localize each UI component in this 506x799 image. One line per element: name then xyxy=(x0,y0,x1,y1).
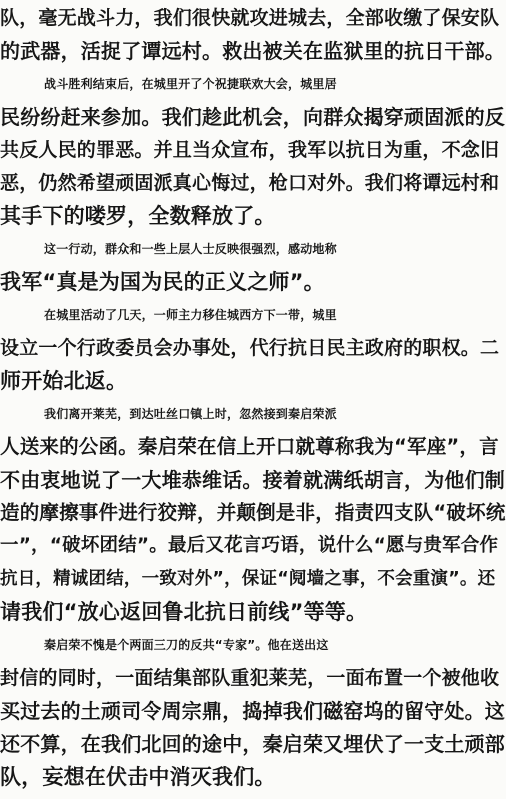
text-line: 我军“真是为国为民的正义之师”。 xyxy=(0,270,325,294)
text-line: 队，妄想在伏击中消灭我们。 xyxy=(0,765,276,789)
text-line: 设立一个行政委员会办事处，代行抗日民主政府的职权。二 xyxy=(0,337,500,359)
text-line: 共反人民的罪恶。并且当众宣布，我军以抗日为重，不念旧 xyxy=(0,139,500,161)
text-line: 封信的同时，一面结集部队重犯莱芜，一面布置一个被他收 xyxy=(0,667,500,689)
text-line: 师开始北返。 xyxy=(0,369,128,393)
text-line: 的武器，活捉了谭远村。救出被关在监狱里的抗日干部。 xyxy=(0,39,505,63)
text-line: 人送来的公函。秦启荣在信上开口就尊称我为“军座”，言 xyxy=(0,435,499,458)
paragraph-first-line: 战斗胜利结束后，在城里开了个祝捷联欢大会，城里居 xyxy=(44,77,337,91)
text-line: 还不算，在我们北回的途中，秦启荣又埋伏了一支土顽部 xyxy=(0,732,505,756)
text-line: 恶，仍然希望顽固派真心悔过，枪口对外。我们将谭远村和 xyxy=(0,172,500,194)
text-line: 一”，“破坏团结”。最后又花言巧语，说什么“愿与贵军合作 xyxy=(0,535,499,556)
text-line: 造的摩擦事件进行狡辩，并颠倒是非，指责四支队“破坏统 xyxy=(0,501,506,524)
text-line: 民纷纷赶来参加。我们趁此机会，向群众揭穿顽固派的反 xyxy=(0,105,505,129)
text-line: 买过去的土顽司令周宗鼎，捣掉我们磁窑坞的留守处。这 xyxy=(0,699,505,723)
paragraph-first-line: 这一行动，群众和一些上层人士反映很强烈，感动地称 xyxy=(44,242,337,256)
text-line: 队，毫无战斗力，我们很快就攻进城去，全部收缴了保安队 xyxy=(0,7,500,29)
text-line: 请我们“放心返回鲁北抗日前线”等等。 xyxy=(0,600,368,624)
text-line: 不由衷地说了一大堆恭维话。接着就满纸胡言，为他们制 xyxy=(0,468,505,492)
text-line: 其手下的喽罗，全数释放了。 xyxy=(0,204,276,228)
paragraph-first-line: 我们离开莱芜，到达吐丝口镇上时，忽然接到秦启荣派 xyxy=(44,407,337,421)
paragraph-first-line: 秦启荣不愧是个两面三刀的反共“专家”。他在送出这 xyxy=(44,638,329,652)
paragraph-first-line: 在城里活动了几天，一师主力移住城西方下一带，城里 xyxy=(44,308,337,322)
text-line: 抗日，精诚团结，一致对外”，保证“阋墙之事，不会重演”。还 xyxy=(0,569,496,589)
